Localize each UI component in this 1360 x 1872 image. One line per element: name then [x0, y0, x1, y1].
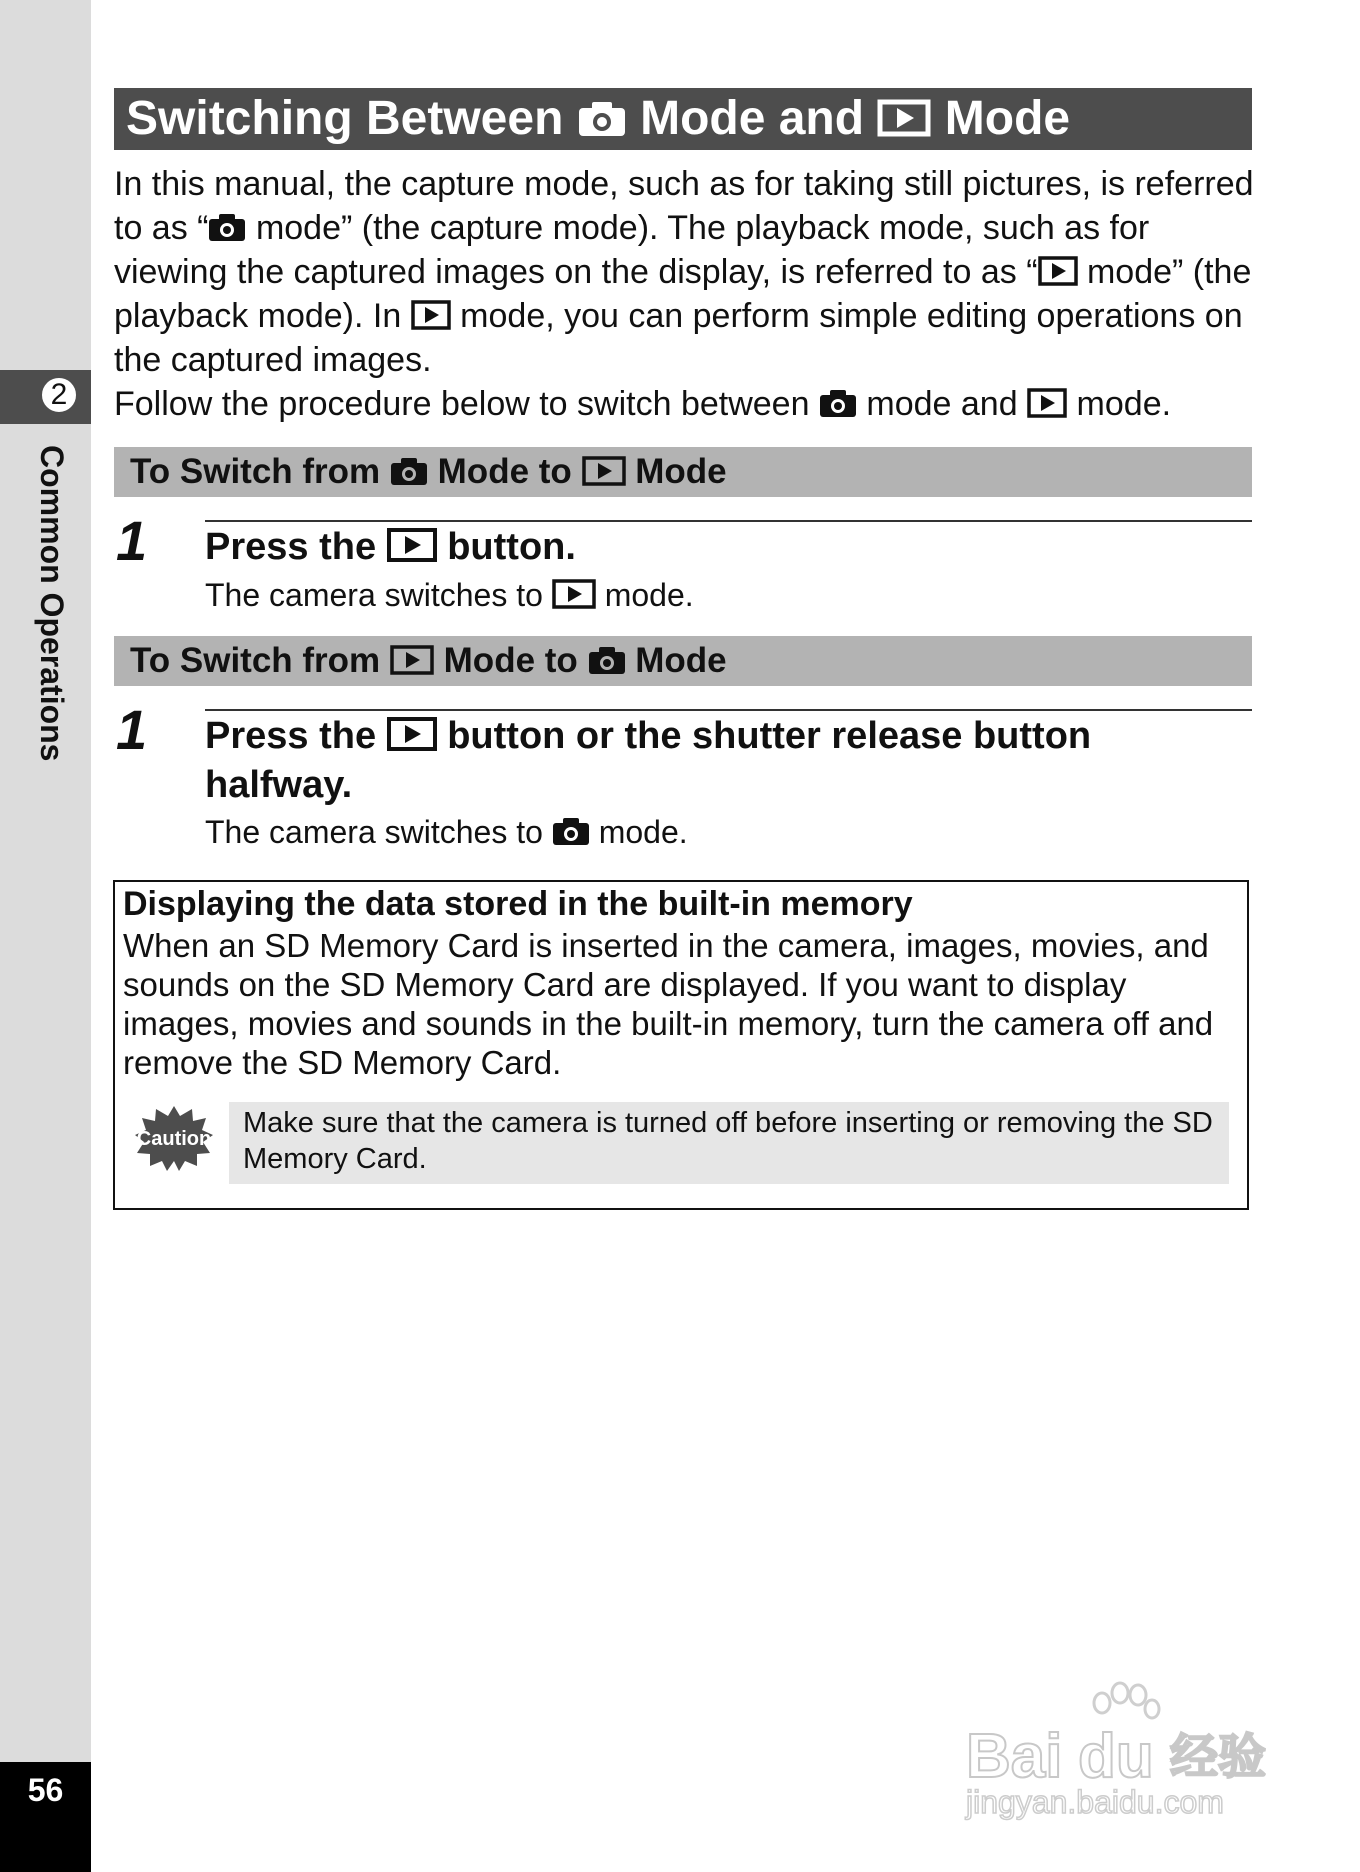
- intro-paragraph-1: In this manual, the capture mode, such as for taking still pictures, is referred to as “ mode” (the capture mode). The playback mode, such as for viewing the captured images on the display, is referred to as “ mode” (the playback mode). In mode, you can perform simple editing operations on the captured images.: [114, 165, 1254, 379]
- camera-icon: [552, 816, 590, 846]
- camera-icon: [577, 99, 627, 137]
- intro-paragraph-2: Follow the procedure below to switch between mode and mode.: [114, 385, 1172, 423]
- step-number: 1: [116, 698, 148, 761]
- playback-icon: [1038, 256, 1078, 286]
- memo-title: Displaying the data stored in the built-in memory: [123, 885, 913, 923]
- step-description: The camera switches to mode.: [205, 577, 694, 613]
- watermark-url: jingyan.baidu.com: [966, 1784, 1224, 1820]
- page-number: 56: [27, 1772, 64, 1808]
- step-title: Press the button or the shutter release button halfway.: [205, 715, 1092, 806]
- section-heading-playback-to-capture: To Switch from Mode to Mode: [114, 636, 1252, 686]
- chapter-title: Common Operations: [34, 445, 70, 762]
- playback-icon: [411, 300, 451, 330]
- playback-icon: [1027, 388, 1067, 418]
- camera-icon: [819, 388, 857, 418]
- watermark-brand: Bai: [966, 1722, 1063, 1791]
- caution-label: Caution: [136, 1128, 212, 1150]
- caution-note: Make sure that the camera is turned off before inserting or removing the SD Memory Card.: [229, 1102, 1229, 1184]
- watermark-brand-2: du: [1078, 1722, 1154, 1791]
- memo-box: [113, 880, 1249, 1210]
- chapter-number: 2: [40, 376, 78, 414]
- camera-icon: [588, 645, 626, 675]
- title-text-before: Switching Between: [126, 92, 564, 145]
- title-text-after: Mode: [944, 92, 1071, 145]
- sidebar: [0, 0, 91, 1872]
- section-heading-capture-to-playback: To Switch from Mode to Mode: [114, 447, 1252, 497]
- step-title: Press the button.: [205, 526, 576, 568]
- camera-icon: [390, 456, 428, 486]
- caution-icon: [134, 1104, 214, 1172]
- playback-icon: [877, 99, 931, 137]
- watermark-cn: 经验: [1170, 1729, 1267, 1785]
- playback-icon: [582, 456, 626, 486]
- playback-icon: [387, 717, 437, 751]
- step-description: The camera switches to mode.: [205, 814, 688, 850]
- baidu-watermark: [960, 1665, 1290, 1825]
- step-divider: [205, 520, 1252, 522]
- page-title: [114, 88, 1252, 150]
- playback-icon: [552, 579, 596, 609]
- memo-text: When an SD Memory Card is inserted in the camera, images, movies, and sounds on the SD Memory Card are displayed. If you want to display images, movies and sounds in the built-in memory, turn the camera off and remove the SD Memory Card.: [123, 927, 1214, 1081]
- playback-icon: [387, 528, 437, 562]
- step-number: 1: [116, 509, 148, 572]
- camera-icon: [208, 212, 246, 242]
- intro-text: [114, 162, 1259, 426]
- step-divider: [205, 709, 1252, 711]
- playback-icon: [390, 645, 434, 675]
- title-text-middle: Mode and: [640, 92, 865, 145]
